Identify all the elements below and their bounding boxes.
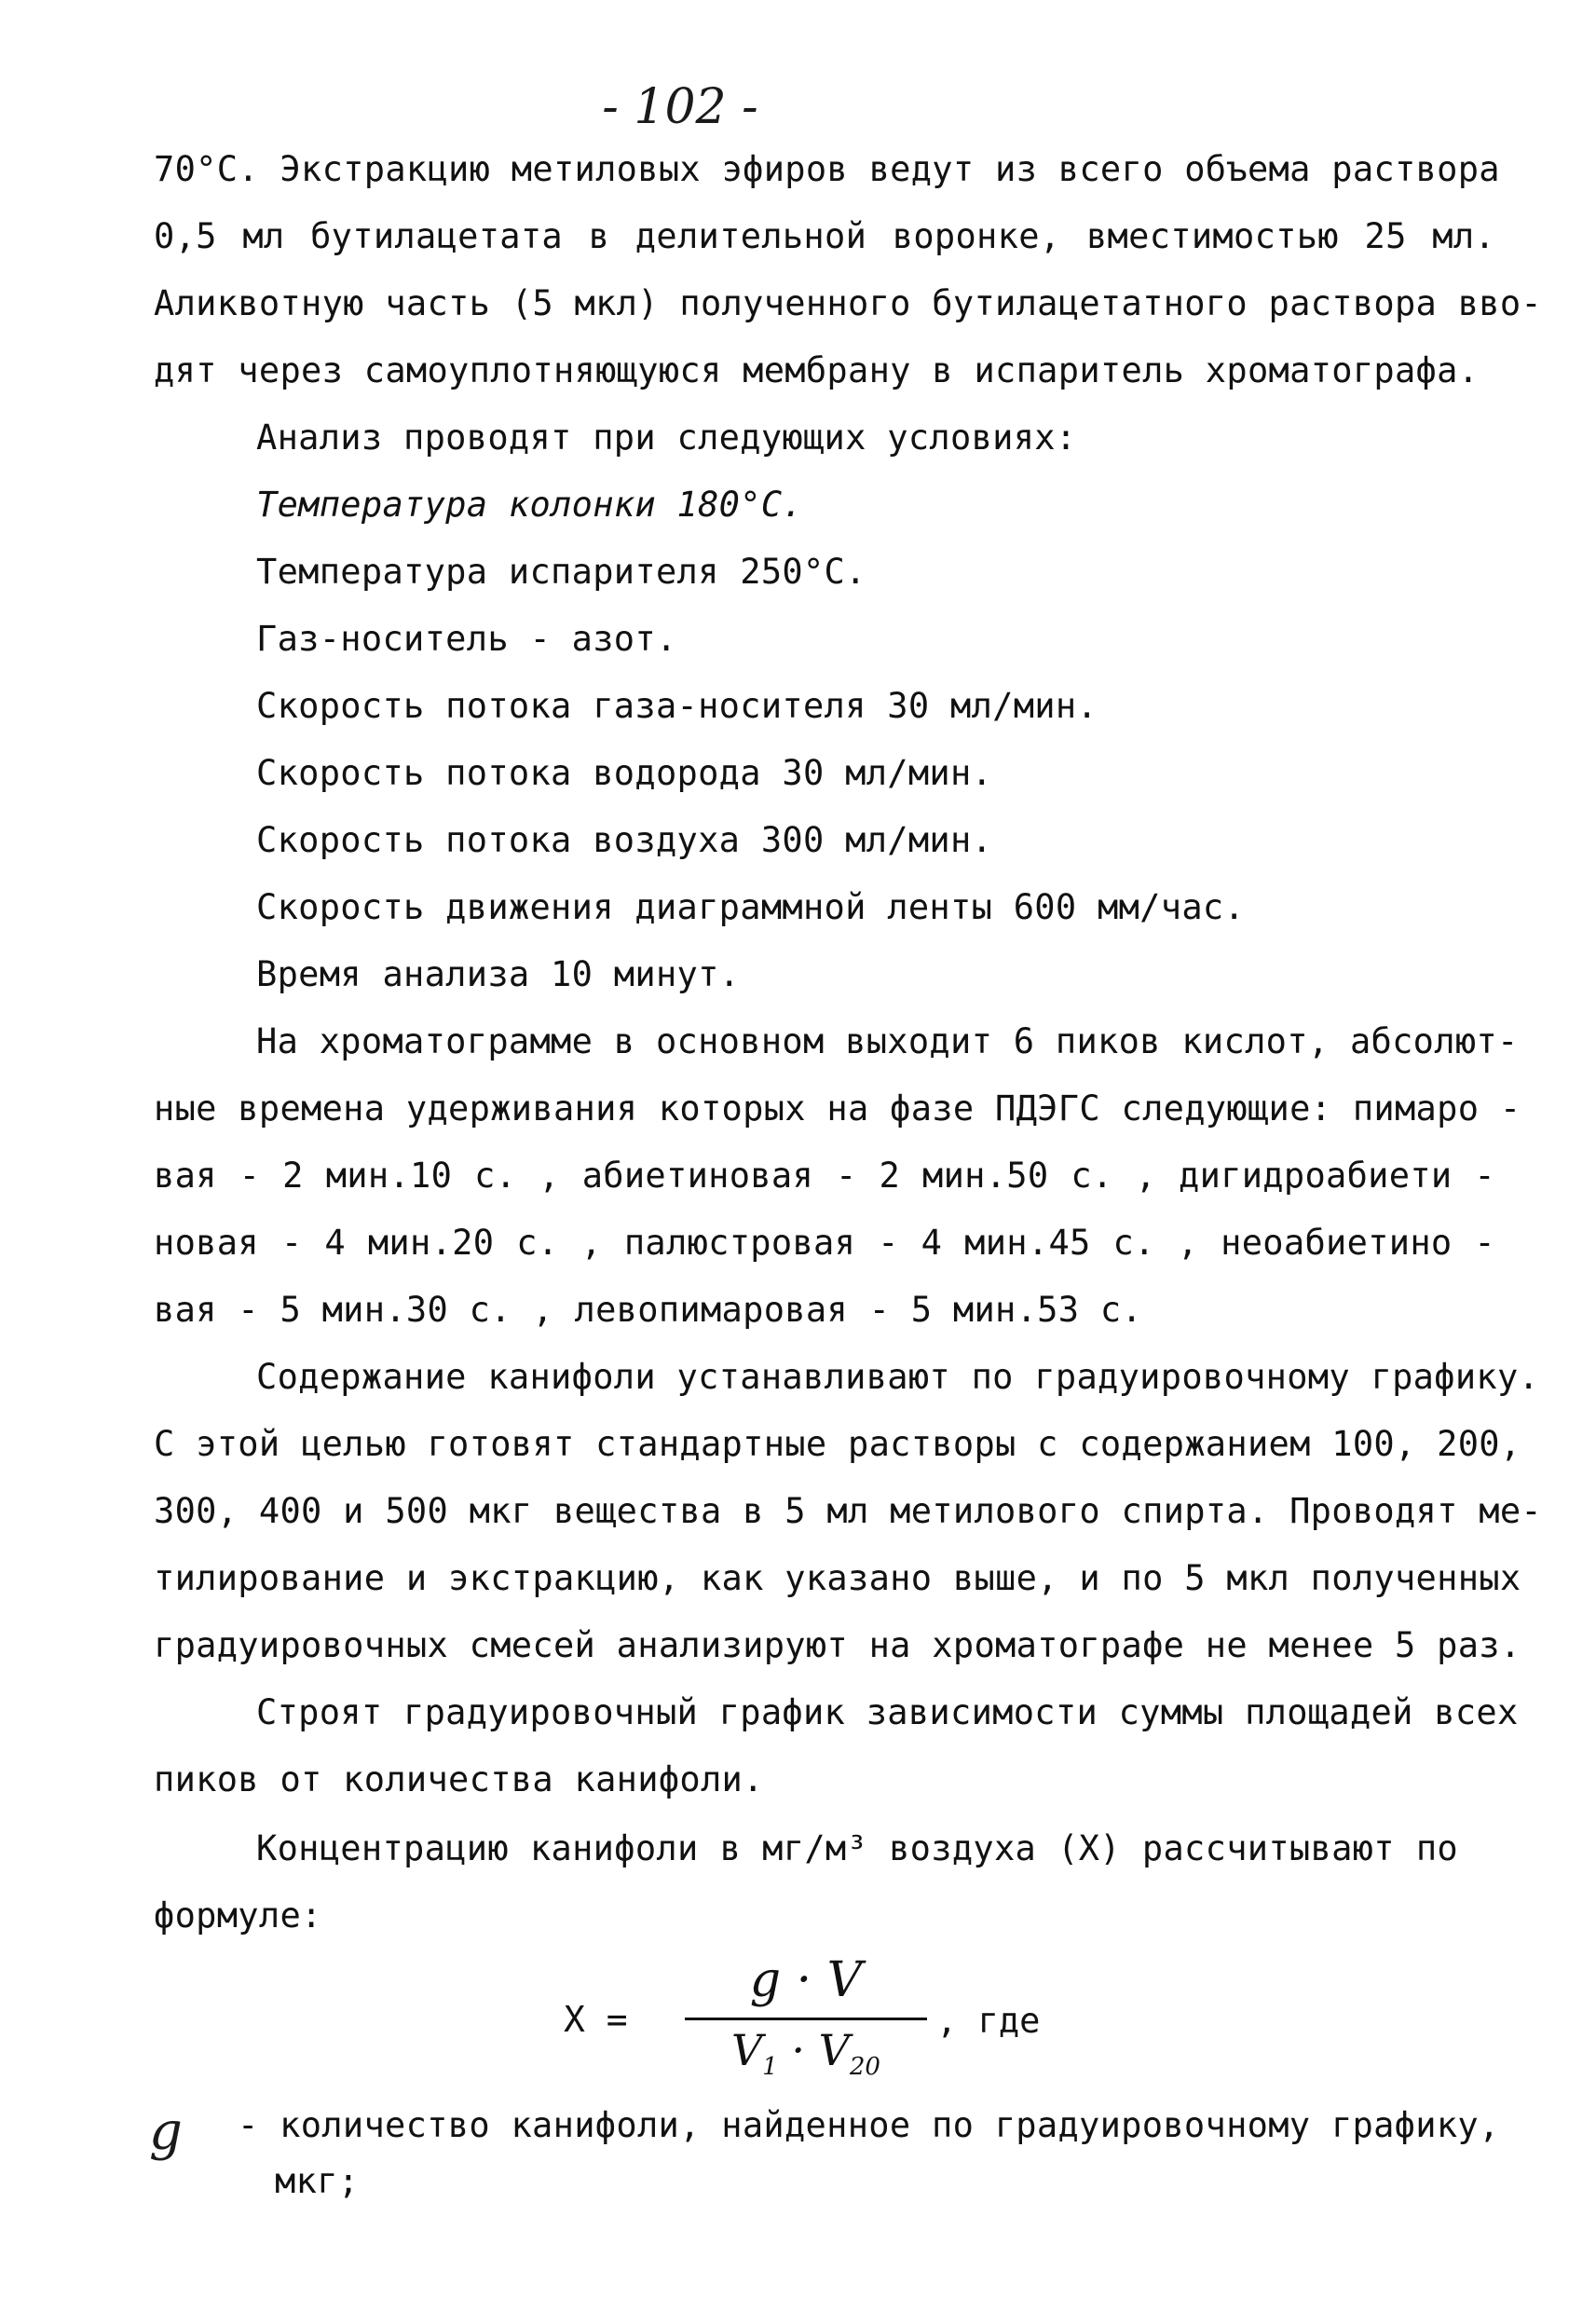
formula-denominator: $V_1 \cdot V_{20}$ <box>731 2025 880 2082</box>
text-line: Температура испарителя 250°С. <box>256 552 866 592</box>
text-line: новая - 4 мин.20 с. , палюстровая - 4 мин.45 с. , неоабиетино - <box>154 1223 1495 1263</box>
text-line: Концентрацию канифоли в мг/м³ воздуха (Х) рассчитывают по <box>256 1828 1458 1868</box>
page-number: - 102 - <box>602 79 758 135</box>
text-line: На хроматограмме в основном выходит 6 пиков кислот, абсолют- <box>256 1021 1519 1061</box>
text-line: Скорость потока газа-носителя 30 мл/мин. <box>256 686 1098 726</box>
text-line: С этой целью готовят стандартные растворы с содержанием 100, 200, <box>154 1424 1521 1464</box>
definition-line: мкг; <box>275 2161 360 2201</box>
text-line: Содержание канифоли устанавливают по градуировочному графику. <box>256 1357 1540 1397</box>
text-line: 70°С. Экстракцию метиловых эфиров ведут из всего объема раствора <box>154 149 1500 189</box>
formula-numerator: g · V <box>749 1952 863 2008</box>
fraction-bar <box>685 2018 927 2020</box>
definition-symbol: g <box>149 2101 183 2162</box>
text-line: Анализ проводят при следующих условиях: <box>256 417 1077 458</box>
text-line: дят через самоуплотняющуюся мембрану в испаритель хроматографа. <box>154 350 1480 390</box>
text-line: Температура колонки 180°С. <box>256 485 803 525</box>
text-line: пиков от количества канифоли. <box>154 1759 764 1799</box>
text-line: Газ-носитель - азот. <box>256 619 677 659</box>
text-line: вая - 5 мин.30 с. , левопимаровая - 5 мин.53 с. <box>154 1290 1143 1330</box>
text-line: вая - 2 мин.10 с. , абиетиновая - 2 мин.50 с. , дигидроабиети - <box>154 1156 1495 1196</box>
text-line: Скорость движения диаграммной ленты 600 мм/час. <box>256 887 1246 927</box>
text-line: тилирование и экстракцию, как указано выше, и по 5 мкл полученных <box>154 1558 1521 1598</box>
text-line: Аликвотную часть (5 мкл) полученного бутилацетатного раствора вво- <box>154 283 1543 323</box>
text-line: градуировочных смесей анализируют на хроматографе не менее 5 раз. <box>154 1625 1521 1665</box>
formula-tail: , где <box>936 2001 1041 2041</box>
text-line: Время анализа 10 минут. <box>256 954 741 994</box>
concentration-formula <box>564 1952 1048 2083</box>
text-line: формуле: <box>154 1895 322 1936</box>
text-line: Скорость потока воздуха 300 мл/мин. <box>256 820 993 860</box>
text-line: 0,5 мл бутилацетата в делительной воронке, вместимостью 25 мл. <box>154 216 1495 256</box>
formula-lhs: Х = <box>564 1999 628 2040</box>
text-line: Скорость потока водорода 30 мл/мин. <box>256 753 993 793</box>
definition-line: - количество канифоли, найденное по градуировочному графику, <box>238 2105 1500 2145</box>
text-line: Строят градуировочный график зависимости суммы площадей всех <box>256 1692 1519 1732</box>
text-line: 300, 400 и 500 мкг вещества в 5 мл метилового спирта. Проводят ме- <box>154 1491 1543 1531</box>
text-line: ные времена удерживания которых на фазе ПДЭГС следующие: пимаро - <box>154 1088 1521 1129</box>
